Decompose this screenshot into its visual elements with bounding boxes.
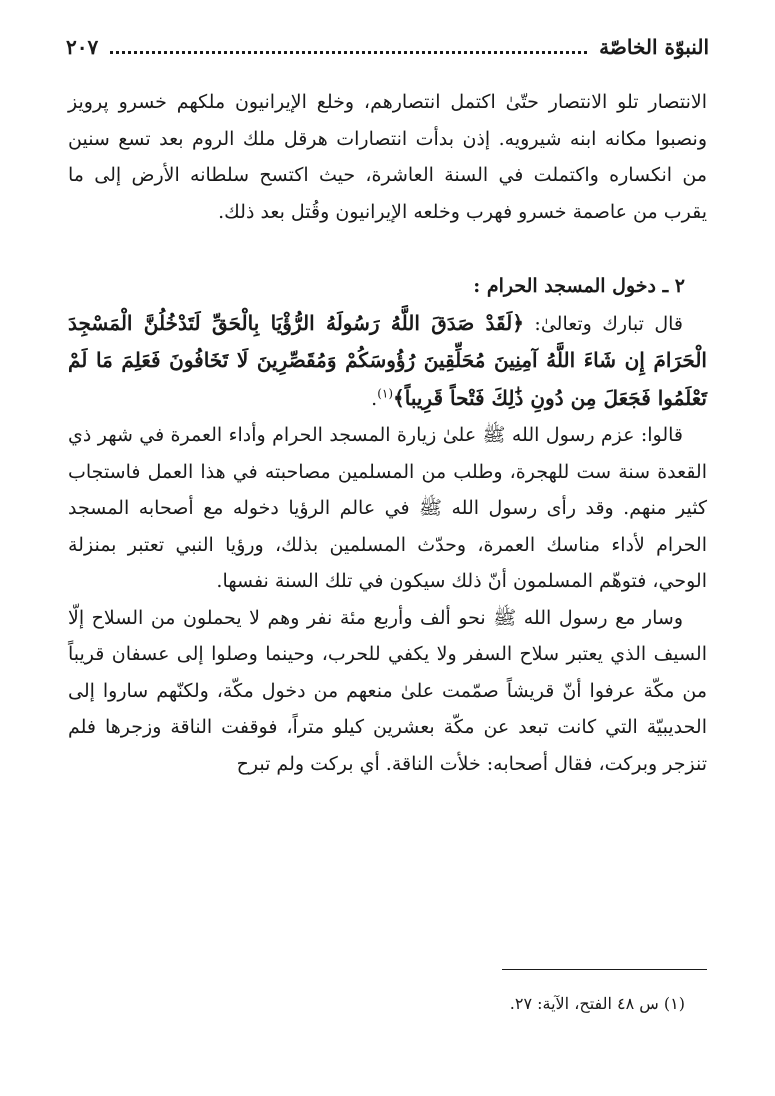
paragraph-umrah-intent: قالوا: عزم رسول الله ﷺ علىٰ زيارة المسجد الحرام وأداء العمرة في شهر ذي القعدة سنة ست للهجرة، وطلب من المسلمين مصاحبته في هذا العمل فاستجاب كثير منهم. وقد رأى رسول الله ﷺ في عالم الرؤيا دخوله مع أصحابه المسجد الحرام لأداء مناسك العمرة، وحدّث المسلمين بذلك، ورؤيا النبي تعتبر بمنزلة الوحي، فتوهّم المسلمون أنّ ذلك سيكون في تلك السنة نفسها. (68, 424, 707, 592)
running-title: النبوّة الخاصّة (599, 35, 709, 59)
paragraph-march-hudaybiyya: وسار مع رسول الله ﷺ نحو ألف وأربع مئة نفر وهم لا يحملون من السلاح إلّا السيف الذي يعتبر سلاح السفر ولا يكفي للحرب، وحينما وصلوا إلى عسفان قريباً من مكّة عرفوا أنّ قريشاً صمّمت علىٰ منعهم من دخول مكّة، ولكنّهم ساروا إلى الحديبيّة التي كانت تبعد عن مكّة بعشرين كيلو متراً، فوقفت الناقة وزجرها فلم تنزجر وبركت، فقال أصحابه: خلأت الناقة. أي بركت ولم تبرح (68, 606, 707, 775)
section-spacer (68, 230, 707, 268)
footnote-separator (502, 969, 707, 970)
page-number: ٢٠٧ (66, 35, 99, 59)
section-heading: ٢ ـ دخول المسجد الحرام : (473, 275, 685, 297)
main-text (68, 84, 707, 782)
page-header (66, 30, 709, 64)
header-dot-leader (110, 51, 587, 54)
verse-intro: قال تبارك وتعالىٰ: (524, 312, 684, 335)
footnote: (١) س ٤٨ الفتح، الآية: ٢٧. (509, 994, 685, 1013)
footnote-reference: (١) (377, 386, 394, 401)
intro-paragraph: الانتصار تلو الانتصار حتّىٰ اكتمل انتصارهم، وخلع الإيرانيون ملكهم خسرو پرويز ونصبوا مكانه ابنه شيرويه. إذن بدأت انتصارات هرقل ملك الروم بعد تسع سنين من انكساره واكتملت في السنة العاشرة، حيث اكتسح سلطانه الأرض إلى ما يقرب من عاصمة خسرو فهرب وخلعه الإيرانيون وقُتل بعد ذلك. (68, 91, 707, 223)
quran-verse: ﴿لَقَدْ صَدَقَ اللَّهُ رَسُولَهُ الرُّؤْيَا بِالْحَقِّ لَتَدْخُلُنَّ الْمَسْجِدَ الْحَرَامَ إِن شَاءَ اللَّهُ آمِنِينَ مُحَلِّقِينَ رُؤُوسَكُمْ وَمُقَصِّرِينَ لَا تَخَافُونَ فَعَلِمَ مَا لَمْ تَعْلَمُوا فَجَعَلَ مِن دُونِ ذَٰلِكَ فَتْحاً قَرِيباً﴾ (68, 310, 707, 410)
verse-paragraph: قال تبارك وتعالىٰ: ﴿لَقَدْ صَدَقَ اللَّهُ رَسُولَهُ الرُّؤْيَا بِالْحَقِّ لَتَدْخُلُنَّ الْمَسْجِدَ الْحَرَامَ إِن شَاءَ اللَّهُ آمِنِينَ مُحَلِّقِينَ رُؤُوسَكُمْ وَمُقَصِّرِينَ لَا تَخَافُونَ فَعَلِمَ مَا لَمْ تَعْلَمُوا فَجَعَلَ مِن دُونِ ذَٰلِكَ فَتْحاً قَرِيباً﴾$^{(١)}$. (68, 310, 707, 410)
